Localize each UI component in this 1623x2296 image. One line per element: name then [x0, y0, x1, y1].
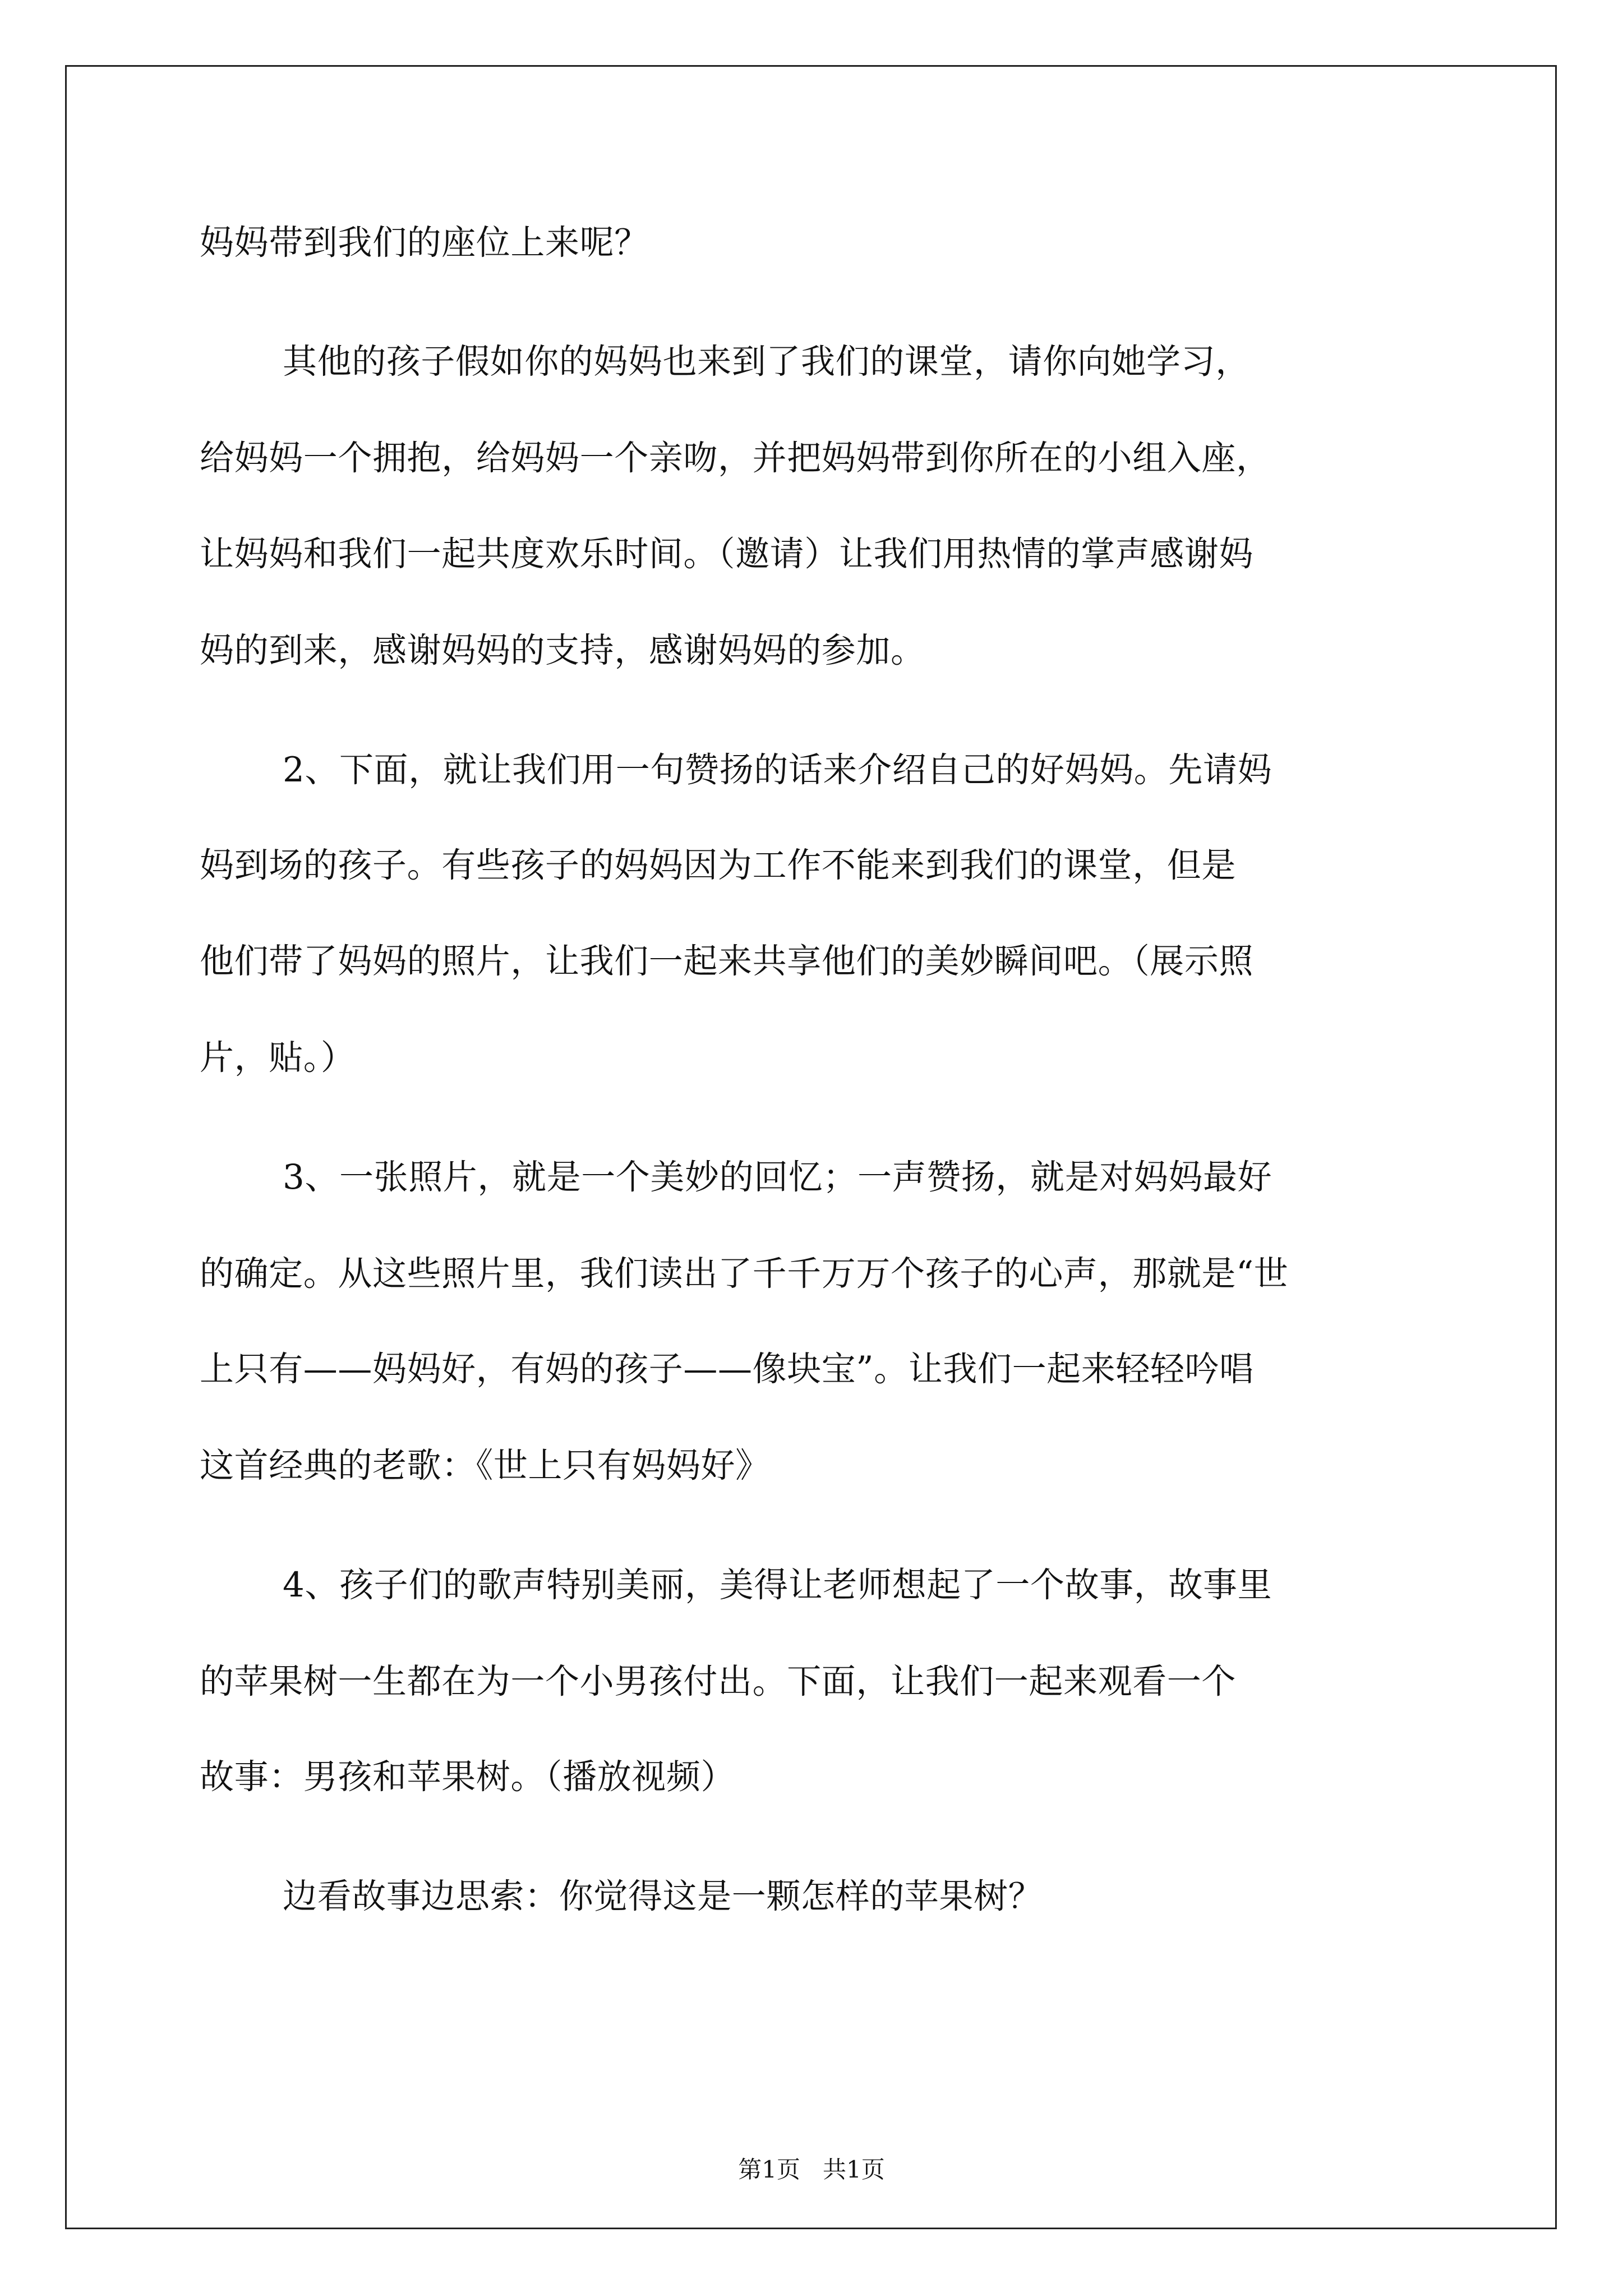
text-line: 这首经典的老歌：《世上只有妈妈好》	[200, 1446, 770, 1485]
text-line: 边看故事边思索：你觉得这是一颗怎样的苹果树？	[283, 1876, 1043, 1916]
text-line: 的苹果树一生都在为一个小男孩付出。下面，让我们一起来观看一个	[200, 1662, 1237, 1701]
text-line: 片，贴。）	[200, 1038, 356, 1078]
text-line: 妈的到来，感谢妈妈的支持，感谢妈妈的参加。	[200, 631, 925, 670]
text-line: 的确定。从这些照片里，我们读出了千千万万个孩子的心声，那就是“世	[200, 1254, 1289, 1294]
text-line: 妈到场的孩子。有些孩子的妈妈因为工作不能来到我们的课堂，但是	[200, 845, 1237, 885]
text-line: 2、下面，就让我们用一句赞扬的话来介绍自己的好妈妈。先请妈	[283, 750, 1272, 790]
text-line: 妈妈带到我们的座位上来呢？	[200, 223, 649, 263]
page-footer: 第1页 共1页	[738, 2156, 885, 2183]
text-line: 上只有——妈妈好，有妈的孩子——像块宝”。让我们一起来轻轻吟唱	[200, 1349, 1254, 1389]
text-line: 给妈妈一个拥抱，给妈妈一个亲吻，并把妈妈带到你所在的小组入座，	[200, 438, 1271, 478]
text-line: 4、孩子们的歌声特别美丽，美得让老师想起了一个故事，故事里	[283, 1565, 1272, 1605]
text-line: 他们带了妈妈的照片，让我们一起来共享他们的美妙瞬间吧。（展示照	[200, 941, 1254, 981]
text-line: 故事：男孩和苹果树。（播放视频）	[200, 1757, 736, 1797]
text-line: 3、一张照片，就是一个美妙的回忆；一声赞扬，就是对妈妈最好	[283, 1157, 1272, 1197]
text-line: 让妈妈和我们一起共度欢乐时间。（邀请）让我们用热情的掌声感谢妈	[200, 534, 1254, 574]
text-line: 其他的孩子假如你的妈妈也来到了我们的课堂，请你向她学习，	[283, 342, 1250, 381]
